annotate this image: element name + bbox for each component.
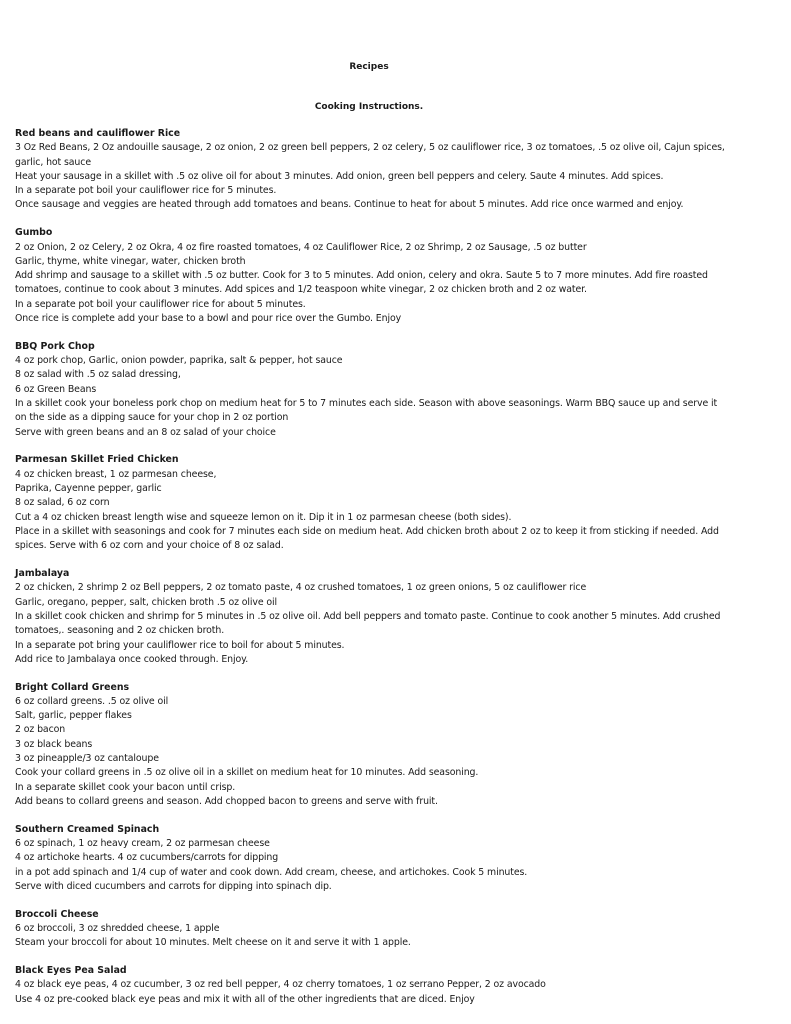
recipe-text-line: 3 oz black beans (15, 738, 93, 750)
recipe-section (15, 964, 727, 1007)
recipe-section (15, 340, 727, 440)
recipe-text-line: 2 oz bacon (15, 724, 66, 736)
recipe-text-line: Paprika, Cayenne pepper, garlic (15, 483, 162, 495)
recipe-text-line: Serve with diced cucumbers and carrots for dipping into spinach dip. (15, 880, 332, 892)
recipe-section (15, 908, 727, 951)
recipe-name: Jambalaya (15, 568, 70, 580)
recipe-text-line: 2 oz Onion, 2 oz Celery, 2 oz Okra, 4 oz fire roasted tomatoes, 4 oz Cauliflower Rice, 2 oz Shrimp, 2 oz Sausage, .5 oz butter (15, 241, 587, 253)
recipe-name: Southern Creamed Spinach (15, 823, 160, 835)
recipe-text-line: Add beans to collard greens and season. Add chopped bacon to greens and serve with fruit. (15, 795, 438, 807)
recipe-name: Broccoli Cheese (15, 908, 99, 920)
recipe-text-line: 8 oz salad, 6 oz corn (15, 497, 110, 509)
recipe-text-line: in a pot add spinach and 1/4 cup of water and cook down. Add cream, cheese, and artichokes. Cook 5 minutes. (15, 866, 528, 878)
recipe-text-line: In a separate skillet cook your bacon until crisp. (15, 781, 236, 793)
recipe-text-line: Place in a skillet with seasonings and cook for 7 minutes each side on medium heat. Add chicken broth about 2 oz to keep it from sticking if needed. Add spices. Serve with 6 oz corn and your choice of 8 oz salad. (15, 525, 719, 552)
recipe-text-line: 6 oz broccoli, 3 oz shredded cheese, 1 apple (15, 923, 220, 935)
recipe-section (15, 823, 727, 894)
recipe-name: Parmesan Skillet Fried Chicken (15, 454, 179, 466)
recipe-text-line: In a separate pot boil your cauliflower rice for 5 minutes. (15, 185, 277, 197)
recipe-section (15, 681, 727, 810)
recipe-name: BBQ Pork Chop (15, 340, 95, 352)
recipe-text-line: 6 oz Green Beans (15, 383, 97, 395)
recipe-text-line: 3 Oz Red Beans, 2 Oz andouille sausage, 2 oz onion, 2 oz green bell peppers, 2 oz celery, 5 oz cauliflower rice, 3 oz tomatoes, .5 oz olive oil, Cajun spices, garlic, hot sauce (15, 142, 725, 168)
recipe-text-line: 2 oz chicken, 2 shrimp 2 oz Bell peppers, 2 oz tomato paste, 4 oz crushed tomatoes, 1 oz green onions, 5 oz cauliflower rice (15, 582, 587, 594)
recipe-text-line: In a separate pot boil your cauliflower rice for about 5 minutes. (15, 298, 306, 310)
recipe-section (15, 567, 727, 667)
recipe-text-line: 6 oz collard greens. .5 oz olive oil (15, 695, 169, 707)
recipe-text-line: Serve with green beans and an 8 oz salad of your choice (15, 426, 276, 438)
recipe-text-line: 6 oz spinach, 1 oz heavy cream, 2 oz parmesan cheese (15, 838, 270, 850)
recipe-text-line: 3 oz pineapple/3 oz cantaloupe (15, 753, 159, 765)
recipe-list (15, 127, 727, 1021)
recipe-text-line: Garlic, thyme, white vinegar, water, chicken broth (15, 255, 246, 267)
recipe-text-line: In a skillet cook your boneless pork chop on medium heat for 5 to 7 minutes each side. Season with above seasonings. Warm BBQ sauce up and serve it on the side as a dipping sauce for your chop in 2 oz portion (15, 398, 718, 424)
recipe-text-line: 8 oz salad with .5 oz salad dressing, (15, 369, 181, 381)
recipe-name: Black Eyes Pea Salad (15, 965, 127, 977)
recipe-text-line: Once rice is complete add your base to a bowl and pour rice over the Gumbo. Enjoy (15, 313, 402, 325)
recipe-text-line: Add shrimp and sausage to a skillet with .5 oz butter. Cook for 3 to 5 minutes. Add onion, celery and okra. Saute 5 to 7 more minutes. Add fire roasted tomatoes, continue to cook about 3 minutes. Add spices and 1/2 teaspoon white vinegar, 2 oz chicken broth and 2 oz water. (15, 270, 708, 296)
recipe-text-line: Garlic, oregano, pepper, salt, chicken broth .5 oz olive oil (15, 596, 278, 608)
document-subtitle: Cooking Instructions. (314, 102, 424, 112)
recipe-text-line: Heat your sausage in a skillet with .5 oz olive oil for about 3 minutes. Add onion, green bell peppers and celery. Saute 4 minutes. Add spices. (15, 170, 664, 182)
recipe-text-line: Cut a 4 oz chicken breast length wise and squeeze lemon on it. Dip it in 1 oz parmesan cheese (both sides). (15, 511, 512, 523)
recipe-name: Red beans and cauliflower Rice (15, 128, 181, 139)
recipe-name: Bright Collard Greens (15, 681, 130, 693)
document-title: Recipes (349, 62, 389, 72)
recipe-text-line: In a skillet cook chicken and shrimp for 5 minutes in .5 oz olive oil. Add bell peppers and tomato paste. Continue to cook another 5 minutes. Add crushed tomatoes,. seasoning and 2 oz chicken broth. (15, 610, 721, 637)
recipe-text-line: Once sausage and veggies are heated through add tomatoes and beans. Continue to heat for about 5 minutes. Add rice once warmed and enjoy. (15, 199, 684, 211)
recipe-section (15, 127, 727, 213)
recipe-section (15, 226, 727, 326)
recipe-text-line: Steam your broccoli for about 10 minutes. Melt cheese on it and serve it with 1 apple. (15, 937, 411, 949)
recipe-text-line: 4 oz artichoke hearts. 4 oz cucumbers/carrots for dipping (15, 852, 279, 864)
recipe-text-line: 4 oz black eye peas, 4 oz cucumber, 3 oz red bell pepper, 4 oz cherry tomatoes, 1 oz serrano Pepper, 2 oz avocado (15, 979, 546, 991)
recipe-name: Gumbo (15, 227, 53, 239)
recipe-text-line: Cook your collard greens in .5 oz olive oil in a skillet on medium heat for 10 minutes. Add seasoning. (15, 767, 479, 779)
recipe-text-line: Add rice to Jambalaya once cooked through. Enjoy. (15, 653, 249, 665)
recipe-text-line: 4 oz pork chop, Garlic, onion powder, paprika, salt & pepper, hot sauce (15, 355, 343, 367)
recipe-text-line: Salt, garlic, pepper flakes (15, 710, 132, 722)
recipe-text-line: 4 oz chicken breast, 1 oz parmesan cheese, (15, 468, 217, 480)
recipe-text-line: In a separate pot bring your cauliflower rice to boil for about 5 minutes. (15, 639, 345, 651)
recipe-section (15, 453, 727, 553)
recipe-text-line: Use 4 oz pre-cooked black eye peas and mix it with all of the other ingredients that are diced. Enjoy (15, 993, 475, 1005)
